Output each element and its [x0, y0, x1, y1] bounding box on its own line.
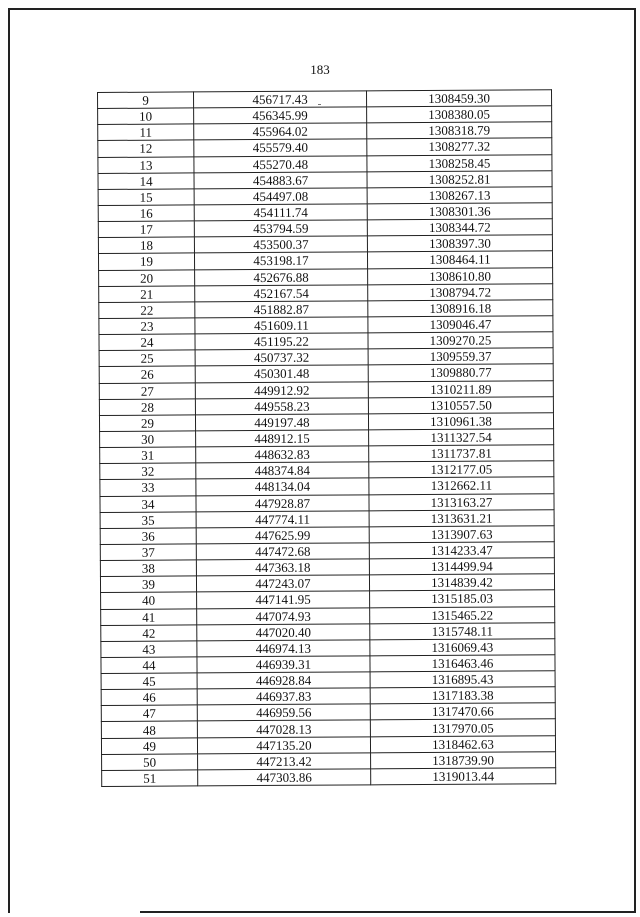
y-coordinate-cell: 1308380.05 [367, 106, 552, 123]
y-coordinate-cell: 1315185.03 [370, 590, 555, 607]
y-coordinate-cell: 1310557.50 [368, 396, 553, 413]
point-number-cell: 25 [99, 350, 195, 367]
y-coordinate-cell: 1308459.30 [366, 90, 551, 107]
x-coordinate-cell: 456345.99 [194, 107, 367, 124]
point-number-cell: 28 [99, 399, 195, 416]
y-coordinate-cell: 1310211.89 [368, 380, 553, 397]
point-number-cell: 18 [98, 237, 194, 254]
point-number-cell: 23 [99, 318, 195, 335]
x-coordinate-cell: 447213.42 [198, 753, 371, 770]
point-number-cell: 41 [101, 608, 197, 625]
y-coordinate-cell: 1308397.30 [367, 235, 552, 252]
point-number-cell: 49 [101, 738, 197, 755]
y-coordinate-cell: 1308916.18 [368, 300, 553, 317]
point-number-cell: 31 [100, 447, 196, 464]
y-coordinate-cell: 1313631.21 [369, 509, 554, 526]
y-coordinate-cell: 1309880.77 [368, 364, 553, 381]
y-coordinate-cell: 1314499.94 [369, 558, 554, 575]
y-coordinate-cell: 1310961.38 [368, 413, 553, 430]
point-number-cell: 42 [101, 625, 197, 642]
x-coordinate-cell: 450301.48 [195, 365, 368, 382]
point-number-cell: 37 [100, 544, 196, 561]
y-coordinate-cell: 1313907.63 [369, 526, 554, 543]
point-number-cell: 17 [98, 221, 194, 238]
y-coordinate-cell: 1314839.42 [369, 574, 554, 591]
point-number-cell: 30 [100, 431, 196, 448]
x-coordinate-cell: 448632.83 [196, 446, 369, 463]
x-coordinate-cell: 452676.88 [195, 268, 368, 285]
y-coordinate-cell: 1308252.81 [367, 170, 552, 187]
x-coordinate-cell: 447243.07 [196, 575, 369, 592]
scan-border-left [8, 8, 10, 913]
point-number-cell: 33 [100, 479, 196, 496]
y-coordinate-cell: 1311327.54 [369, 429, 554, 446]
y-coordinate-cell: 1318739.90 [371, 751, 556, 768]
x-coordinate-cell: 446928.84 [197, 672, 370, 689]
x-coordinate-cell: 451609.11 [195, 317, 368, 334]
x-coordinate-cell: 449558.23 [195, 398, 368, 415]
y-coordinate-cell: 1309270.25 [368, 332, 553, 349]
point-number-cell: 19 [98, 253, 194, 270]
y-coordinate-cell: 1316463.46 [370, 655, 555, 672]
y-coordinate-cell: 1308301.36 [367, 203, 552, 220]
x-coordinate-cell: 448374.84 [196, 462, 369, 479]
point-number-cell: 29 [99, 415, 195, 432]
x-coordinate-cell: 446974.13 [197, 640, 370, 657]
x-coordinate-cell: 451882.87 [195, 301, 368, 318]
point-number-cell: 24 [99, 334, 195, 351]
point-number-cell: 46 [101, 689, 197, 706]
y-coordinate-cell: 1309046.47 [368, 316, 553, 333]
y-coordinate-cell: 1317970.05 [370, 719, 555, 736]
x-coordinate-cell: 447135.20 [197, 736, 370, 753]
x-coordinate-cell: 451195.22 [195, 333, 368, 350]
point-number-cell: 26 [99, 366, 195, 383]
point-number-cell: 39 [100, 576, 196, 593]
y-coordinate-cell: 1313163.27 [369, 493, 554, 510]
x-coordinate-cell: 447625.99 [196, 527, 369, 544]
x-coordinate-cell: 449912.92 [195, 381, 368, 398]
x-coordinate-cell: 453500.37 [194, 236, 367, 253]
y-coordinate-cell: 1308794.72 [368, 283, 553, 300]
y-coordinate-cell: 1318462.63 [370, 735, 555, 752]
y-coordinate-cell: 1315465.22 [370, 606, 555, 623]
point-number-cell: 15 [98, 189, 194, 206]
x-coordinate-cell: 447028.13 [197, 720, 370, 737]
x-coordinate-cell: 456717.43 [194, 91, 367, 108]
scan-border-top [8, 8, 634, 10]
y-coordinate-cell: 1312177.05 [369, 461, 554, 478]
point-number-cell: 36 [100, 528, 196, 545]
y-coordinate-cell: 1315748.11 [370, 622, 555, 639]
y-coordinate-cell: 1317470.66 [370, 703, 555, 720]
x-coordinate-cell: 447928.87 [196, 494, 369, 511]
y-coordinate-cell: 1308464.11 [367, 251, 552, 268]
point-number-cell: 35 [100, 512, 196, 529]
page-number: 183 [310, 62, 330, 77]
x-coordinate-cell: 454497.08 [194, 188, 367, 205]
x-coordinate-cell: 448912.15 [196, 430, 369, 447]
point-number-cell: 13 [98, 156, 194, 173]
x-coordinate-cell: 446937.83 [197, 688, 370, 705]
y-coordinate-cell: 1308258.45 [367, 154, 552, 171]
point-number-cell: 45 [101, 673, 197, 690]
x-coordinate-cell: 454111.74 [194, 204, 367, 221]
point-number-cell: 10 [98, 108, 194, 125]
y-coordinate-cell: 1319013.44 [371, 768, 556, 785]
y-coordinate-cell: 1314233.47 [369, 542, 554, 559]
scan-border-bottom [140, 911, 636, 913]
point-number-cell: 34 [100, 495, 196, 512]
point-number-cell: 9 [98, 92, 194, 109]
x-coordinate-cell: 454883.67 [194, 172, 367, 189]
x-coordinate-cell: 455579.40 [194, 139, 367, 156]
y-coordinate-cell: 1308277.32 [367, 138, 552, 155]
point-number-cell: 48 [101, 721, 197, 738]
point-number-cell: 14 [98, 173, 194, 190]
table-row [102, 768, 556, 787]
y-coordinate-cell: 1311737.81 [369, 445, 554, 462]
x-coordinate-cell: 446959.56 [197, 704, 370, 721]
y-coordinate-cell: 1308610.80 [368, 267, 553, 284]
x-coordinate-cell: 447303.86 [198, 769, 371, 786]
y-coordinate-cell: 1317183.38 [370, 687, 555, 704]
point-number-cell: 47 [101, 705, 197, 722]
x-coordinate-cell: 452167.54 [195, 285, 368, 302]
x-coordinate-cell: 455964.02 [194, 123, 367, 140]
scan-border-right [634, 8, 636, 913]
x-coordinate-cell: 450737.32 [195, 349, 368, 366]
x-coordinate-cell: 447472.68 [196, 543, 369, 560]
x-coordinate-cell: 455270.48 [194, 155, 367, 172]
point-number-cell: 50 [102, 754, 198, 771]
x-coordinate-cell: 447020.40 [197, 623, 370, 640]
point-number-cell: 20 [99, 269, 195, 286]
x-coordinate-cell: 448134.04 [196, 478, 369, 495]
x-coordinate-cell: 453794.59 [194, 220, 367, 237]
x-coordinate-cell: 447141.95 [197, 591, 370, 608]
x-coordinate-cell: 446939.31 [197, 656, 370, 673]
y-coordinate-cell: 1309559.37 [368, 348, 553, 365]
y-coordinate-cell: 1308344.72 [367, 219, 552, 236]
point-number-cell: 16 [98, 205, 194, 222]
x-coordinate-cell: 447074.93 [197, 607, 370, 624]
point-number-cell: 51 [102, 770, 198, 787]
point-number-cell: 40 [101, 592, 197, 609]
point-number-cell: 11 [98, 124, 194, 141]
coordinates-table [97, 89, 556, 787]
point-number-cell: 12 [98, 140, 194, 157]
point-number-cell: 27 [99, 382, 195, 399]
point-number-cell: 38 [100, 560, 196, 577]
point-number-cell: 21 [99, 286, 195, 303]
coordinates-table-body [98, 90, 556, 787]
x-coordinate-cell: 453198.17 [194, 252, 367, 269]
x-coordinate-cell: 449197.48 [195, 414, 368, 431]
x-coordinate-cell: 447774.11 [196, 511, 369, 528]
y-coordinate-cell: 1316069.43 [370, 638, 555, 655]
point-number-cell: 22 [99, 302, 195, 319]
point-number-cell: 44 [101, 657, 197, 674]
x-coordinate-cell: 447363.18 [196, 559, 369, 576]
y-coordinate-cell: 1312662.11 [369, 477, 554, 494]
point-number-cell: 32 [100, 463, 196, 480]
y-coordinate-cell: 1308318.79 [367, 122, 552, 139]
point-number-cell: 43 [101, 641, 197, 658]
y-coordinate-cell: 1316895.43 [370, 671, 555, 688]
y-coordinate-cell: 1308267.13 [367, 187, 552, 204]
